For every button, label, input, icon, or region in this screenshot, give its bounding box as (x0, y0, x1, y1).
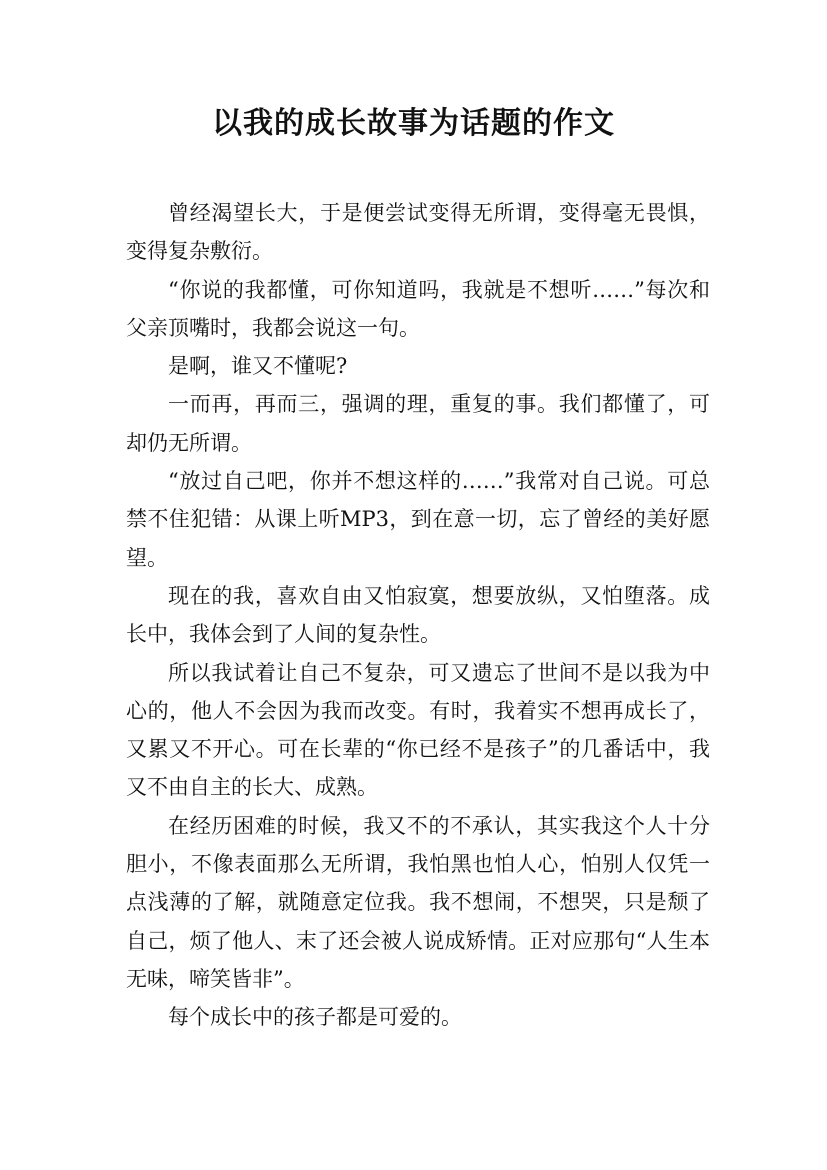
paragraph: “你说的我都懂，可你知道吗，我就是不想听……”每次和父亲顶嘴时，我都会说这一句。 (126, 277, 710, 340)
document-title: 以我的成长故事为话题的作文 (212, 106, 615, 141)
paragraph: 在经历困难的时候，我又不的不承认，其实我这个人十分胆小，不像表面那么无所谓，我怕黑也怕人心，怕别人仅凭一点浅薄的了解，就随意定位我。我不想闹，不想哭，只是颓了自己，烦了他人、末了还会被人说成矫情。正对应那句“人生本无味，啼笑皆非”。 (126, 813, 710, 991)
paragraph: 一而再，再而三，强调的理，重复的事。我们都懂了，可却仍无所谓。 (126, 392, 710, 455)
paragraph: “放过自己吧，你并不想这样的……”我常对自己说。可总禁不住犯错：从课上听MP3，到在意一切，忘了曾经的美好愿望。 (126, 469, 710, 570)
paragraph: 是啊，谁又不懂呢? (168, 354, 348, 379)
paragraph: 所以我试着让自己不复杂，可又遗忘了世间不是以我为中心的，他人不会因为我而改变。有时，我着实不想再成长了，又累又不开心。可在长辈的“你已经不是孩子”的几番话中，我又不由自主的长大、成熟。 (126, 660, 710, 800)
paragraph: 现在的我，喜欢自由又怕寂寞，想要放纵，又怕堕落。成长中，我体会到了人间的复杂性。 (126, 583, 710, 647)
paragraph: 曾经渴望长大，于是便尝试变得无所谓，变得毫无畏惧，变得复杂敷衍。 (126, 201, 710, 264)
paragraph: 每个成长中的孩子都是可爱的。 (168, 1005, 462, 1030)
document-body (126, 194, 710, 1037)
